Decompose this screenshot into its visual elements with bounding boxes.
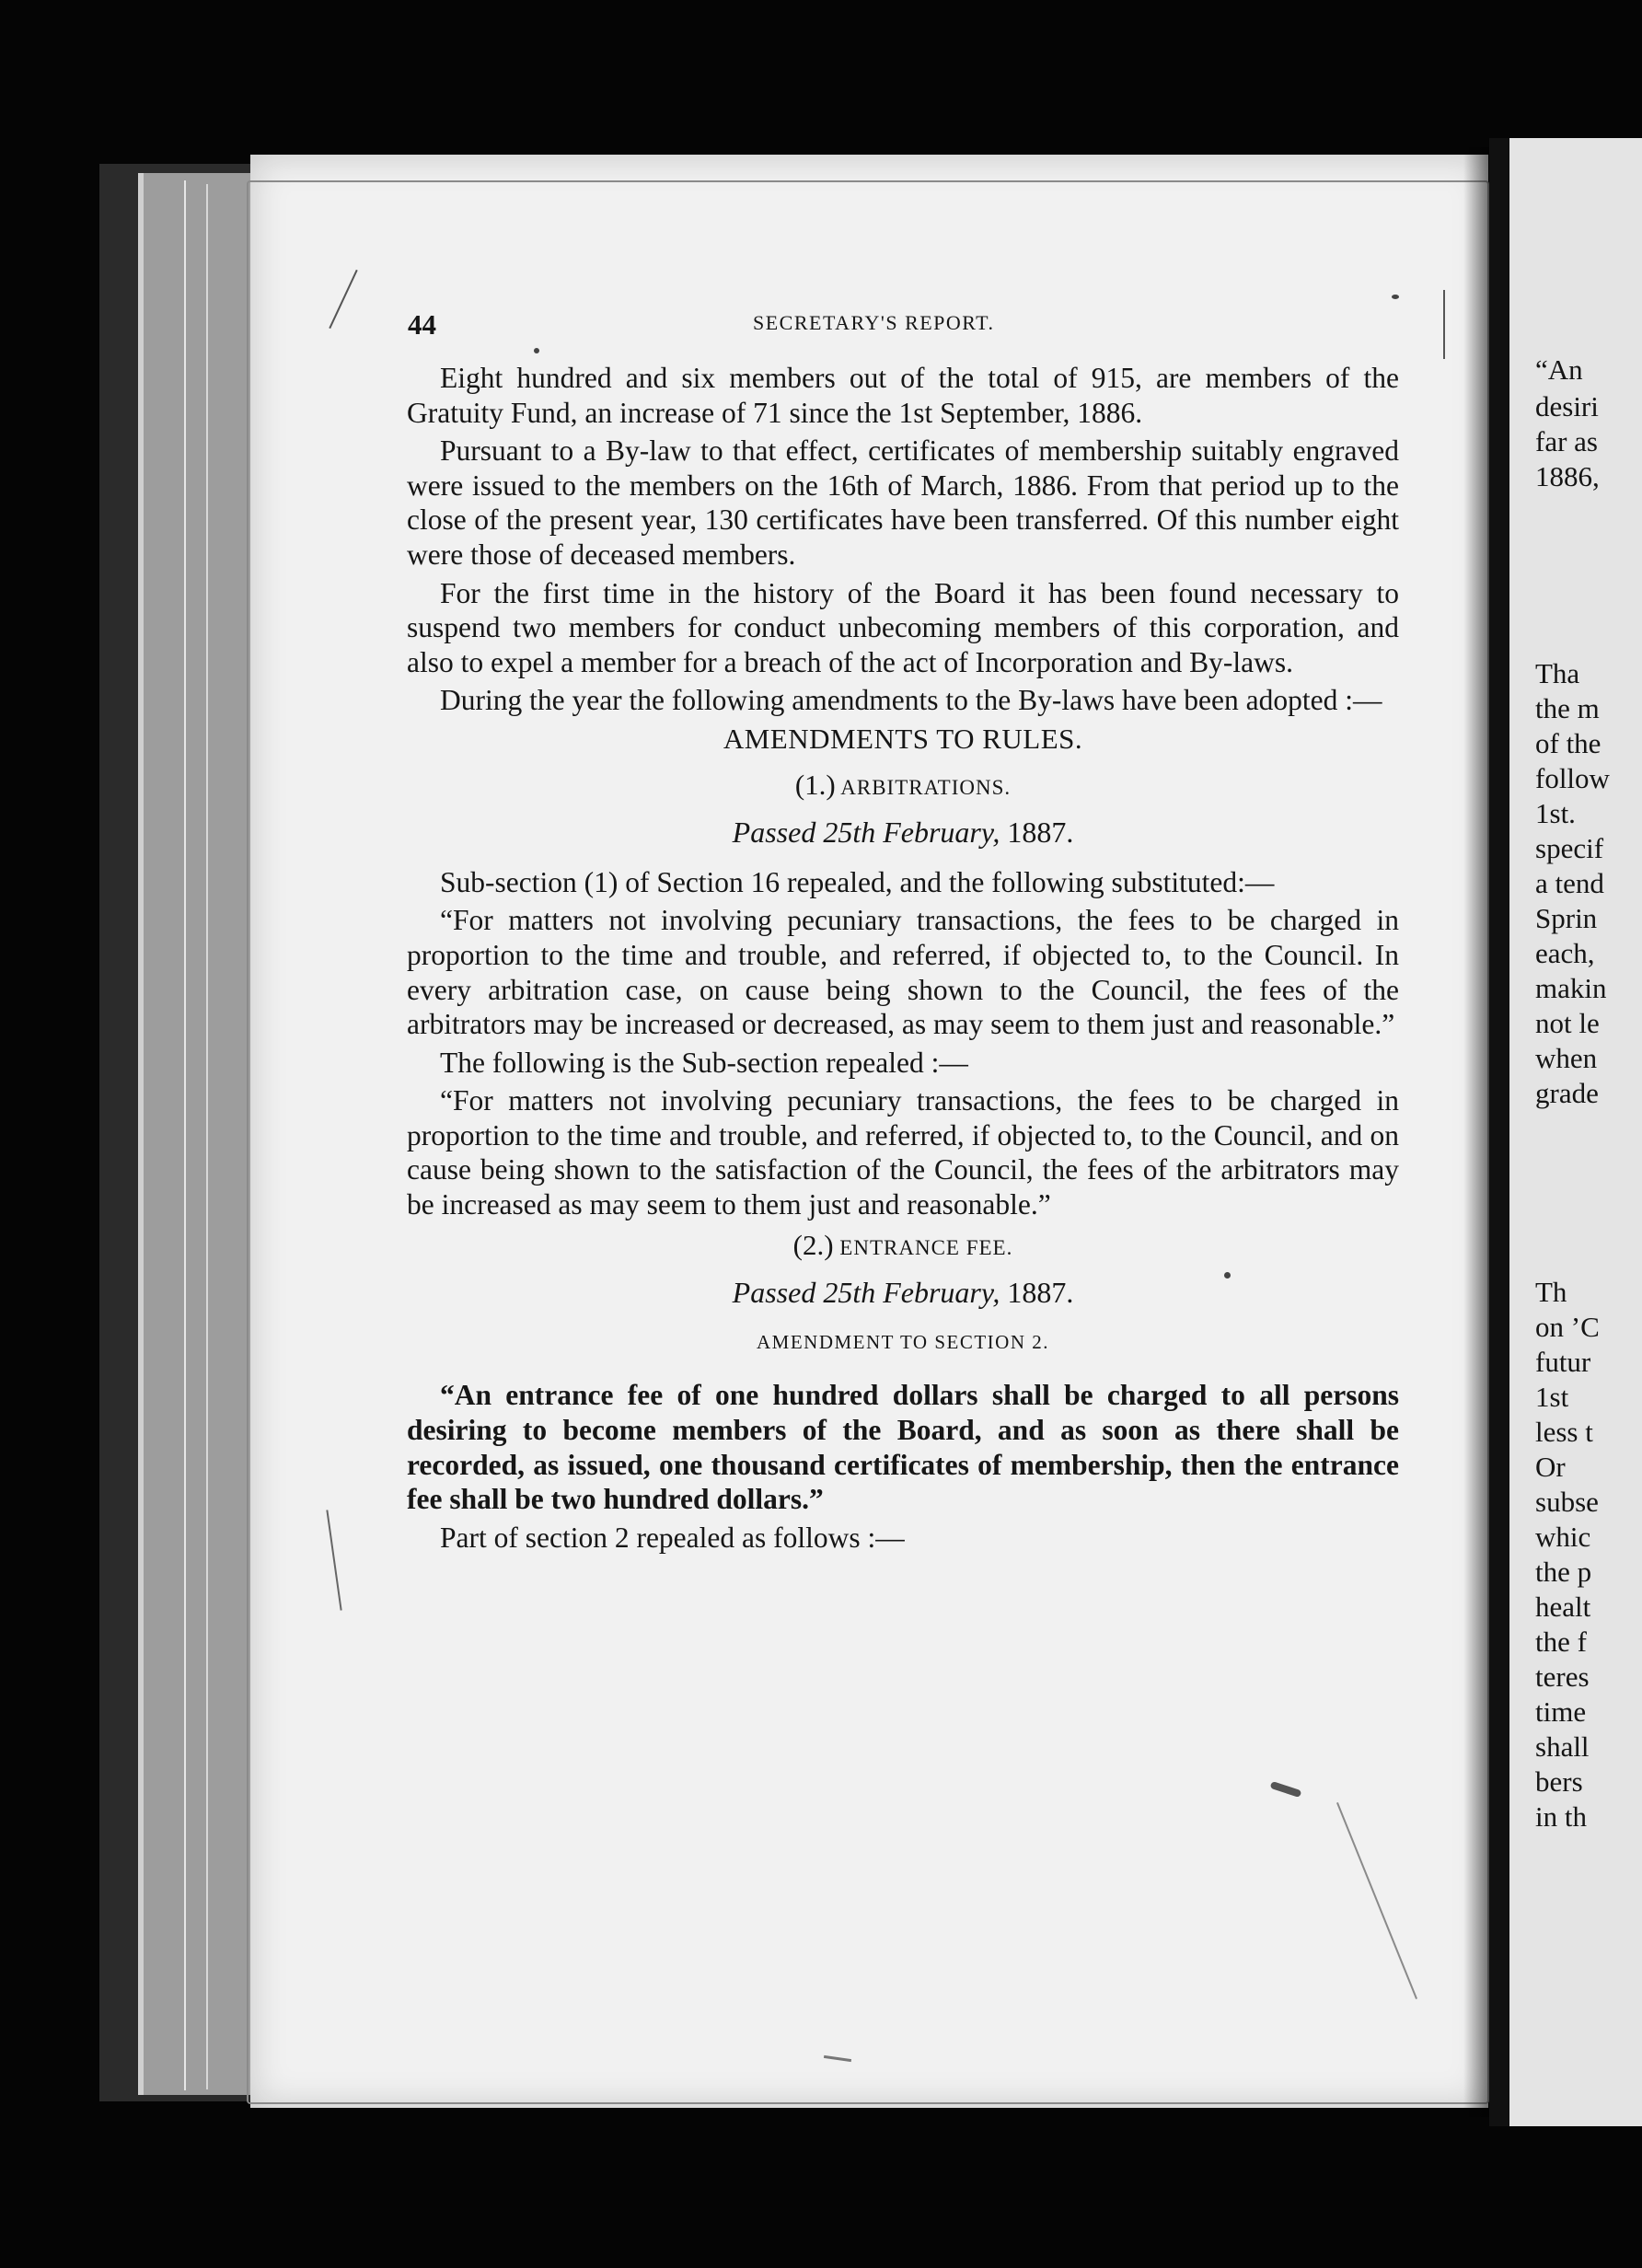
section-title: ARBITRATIONS.: [840, 775, 1012, 799]
facing-line: a tend: [1535, 867, 1604, 899]
facing-line: bers: [1535, 1765, 1583, 1798]
quote-entrance-fee: “An entrance fee of one hundred dollars shall be charged to all persons desiring to become members of the Board, and as soon as there shall be recorded, as issued, one thousand certificates of membership, then the entrance fee shall be two hundred dollars.”: [407, 1379, 1399, 1516]
subheading-arbitrations: [407, 768, 1399, 805]
facing-line: “An: [1535, 353, 1583, 386]
facing-line: specif: [1535, 832, 1604, 864]
facing-line: when: [1535, 1042, 1598, 1074]
scan-speck: [1392, 295, 1399, 299]
facing-line: healt: [1535, 1591, 1591, 1623]
page-stack-line: [206, 184, 208, 2089]
facing-line: the f: [1535, 1626, 1587, 1658]
facing-line: shall: [1535, 1730, 1590, 1763]
paragraph-amendments-intro: During the year the following amendments to the By-laws have been adopted :—: [440, 684, 1382, 717]
facing-line: futur: [1535, 1346, 1591, 1378]
facing-line: less t: [1535, 1416, 1593, 1448]
facing-line: each,: [1535, 937, 1595, 969]
facing-line: whic: [1535, 1521, 1591, 1553]
facing-line: makin: [1535, 972, 1607, 1004]
page-body: [407, 361, 1399, 1555]
paragraph-subsection-repealed: Sub-section (1) of Section 16 repealed, and the following substituted:—: [440, 865, 1275, 898]
facing-line: Sprin: [1535, 902, 1598, 934]
book-gutter: [1489, 138, 1509, 2126]
quote-repealed-rule: “For matters not involving pecuniary transactions, the fees to be charged in proportion to the time and trouble, and referred, if objected to, to the Council, and on cause being shown to the satisfaction of the Council, the fees of the arbitrators may be increased as may seem to them just and reasonable.”: [407, 1084, 1399, 1221]
section-number: (2.): [792, 1228, 834, 1261]
amendment-heading: AMENDMENT TO SECTION 2.: [756, 1330, 1049, 1353]
facing-line: of the: [1535, 727, 1602, 759]
scan-speck: [1224, 1272, 1231, 1279]
facing-line: Th: [1535, 1276, 1567, 1308]
facing-line: not le: [1535, 1007, 1600, 1039]
section-number: (1.): [794, 768, 836, 801]
facing-line: Tha: [1535, 657, 1580, 689]
paragraph-certificates: Pursuant to a By-law to that effect, certificates of membership suitably engraved were issued to the members on the 16th of March, 1886. From that period up to the close of the present year, 130 certificates have been transferred. Of this number eight were those of deceased members.: [407, 434, 1399, 571]
section-heading-amendments: AMENDMENTS TO RULES.: [723, 722, 1083, 755]
paragraph-repealed-intro: The following is the Sub-section repealed :—: [440, 1046, 968, 1079]
passed-date: [407, 1276, 1399, 1311]
facing-line: the p: [1535, 1556, 1592, 1588]
facing-line: time: [1535, 1695, 1587, 1728]
facing-line: far as: [1535, 425, 1598, 457]
subheading-entrance-fee: [407, 1228, 1399, 1266]
facing-page: [1509, 138, 1642, 2126]
facing-line: 1st.: [1535, 797, 1576, 829]
page-stack-line: [184, 180, 186, 2090]
facing-line: desiri: [1535, 390, 1599, 422]
facing-line: on ’C: [1535, 1311, 1600, 1343]
page-number: 44: [408, 308, 436, 341]
section-title: ENTRANCE FEE.: [839, 1235, 1013, 1259]
facing-line: teres: [1535, 1660, 1590, 1693]
facing-line: subse: [1535, 1486, 1599, 1518]
facing-line: in th: [1535, 1800, 1587, 1833]
passed-year: 1887.: [1007, 816, 1074, 850]
facing-line: follow: [1535, 762, 1610, 794]
paragraph-suspensions: For the first time in the history of the Board it has been found necessary to suspend two members for conduct unbecoming members of this corporation, and also to expel a member for a breach of the act of Incorporation and By-laws.: [407, 576, 1399, 678]
facing-line: 1st: [1535, 1381, 1569, 1413]
passed-label: Passed 25th February,: [732, 1276, 1000, 1310]
paragraph-gratuity-fund: Eight hundred and six members out of the total of 915, are members of the Gratuity Fund, an increase of 71 since the 1st September, 1886.: [407, 362, 1399, 429]
quote-new-rule: “For matters not involving pecuniary transactions, the fees to be charged in proportion to the time and trouble, and referred, if objected to, to the Council. In every arbitration case, on cause being shown to the Council, the fees of the arbitrators may be increased or decreased, as may seem to them just and reasonable.”: [407, 904, 1399, 1041]
paragraph-part-repealed: Part of section 2 repealed as follows :—: [440, 1521, 905, 1554]
facing-line: grade: [1535, 1077, 1599, 1109]
facing-line: the m: [1535, 692, 1600, 724]
scan-scratch: [1443, 290, 1445, 359]
passed-date: [407, 816, 1399, 850]
passed-label: Passed 25th February,: [732, 816, 1000, 850]
running-header: SECRETARY'S REPORT.: [753, 311, 995, 334]
passed-year: 1887.: [1007, 1276, 1074, 1310]
scan-speck: [534, 348, 539, 353]
facing-line: Or: [1535, 1451, 1566, 1483]
page-stack-edge: [138, 173, 256, 2095]
facing-line: 1886,: [1535, 460, 1600, 492]
